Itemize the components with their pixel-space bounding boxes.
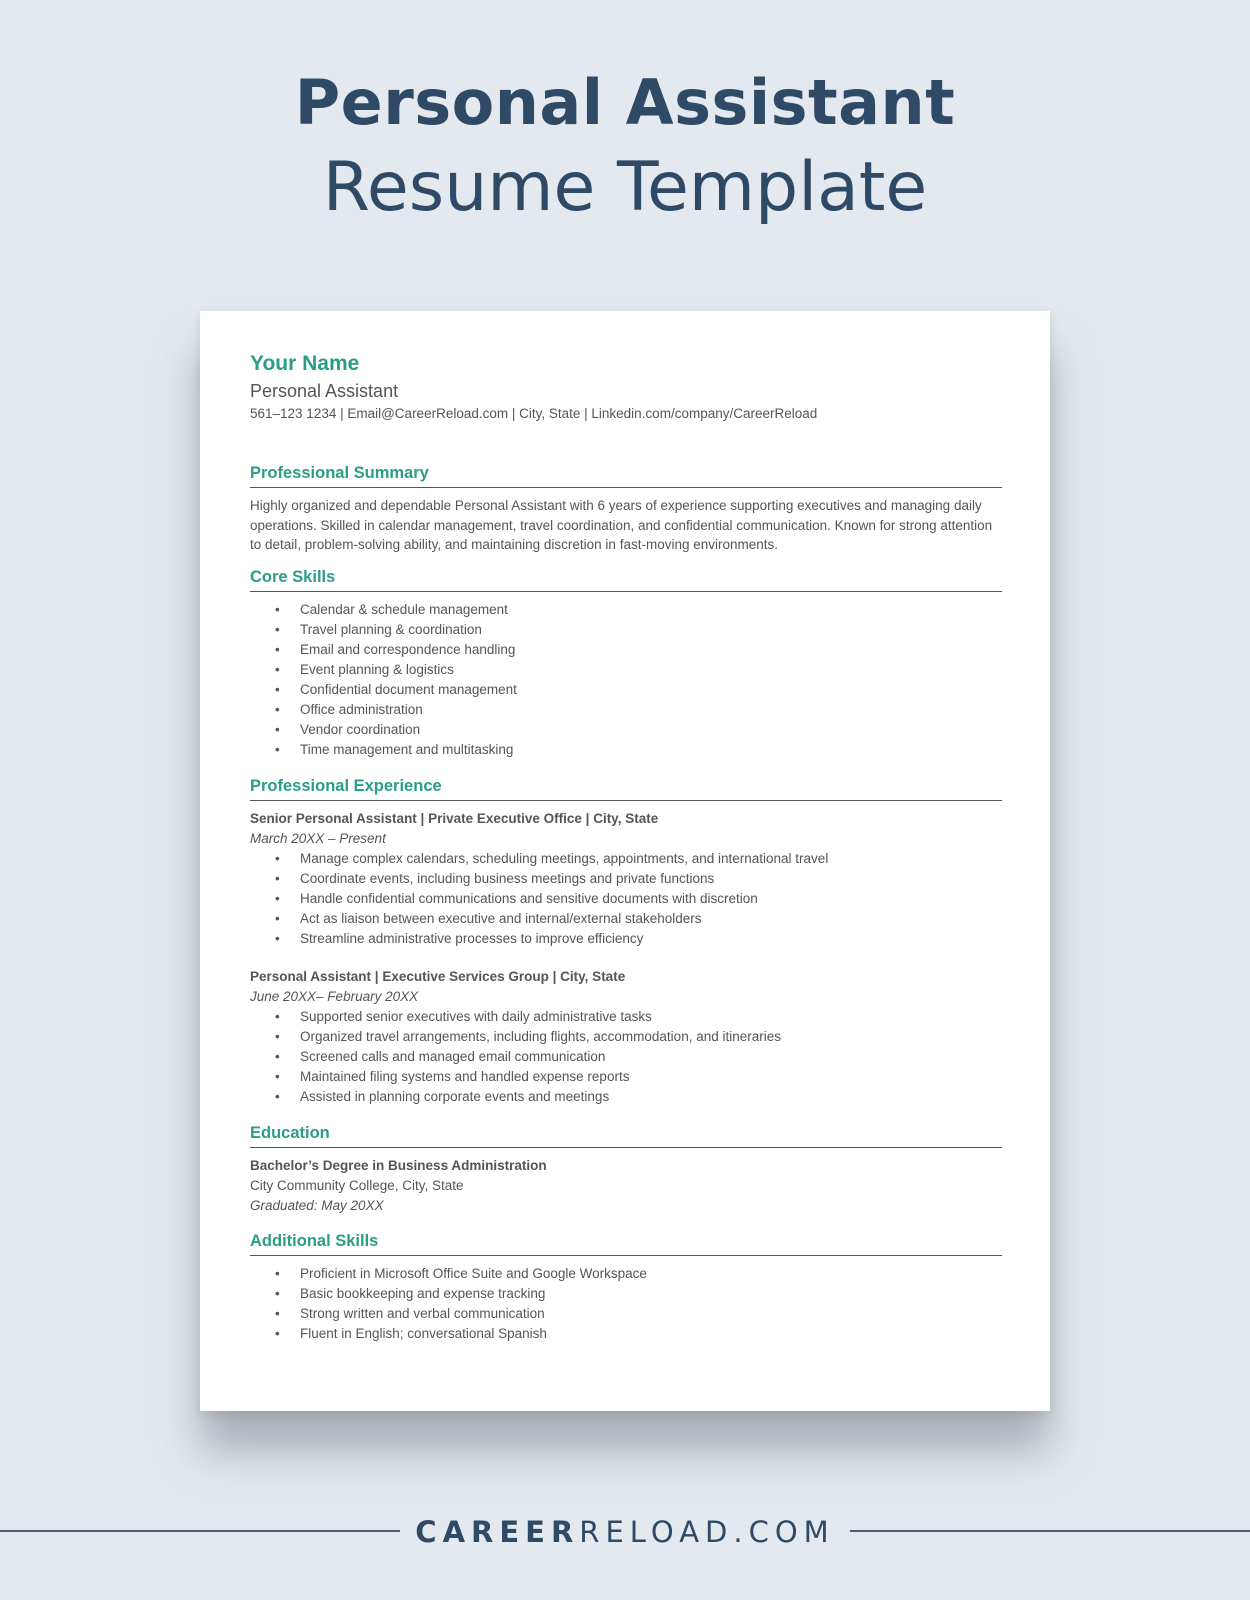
job-title: Senior Personal Assistant | Private Executive Office | City, State bbox=[250, 811, 659, 827]
footer-brand bbox=[0, 1512, 1250, 1552]
list-item: • Manage complex calendars, scheduling meetings, appointments, and international travel bbox=[300, 849, 1002, 869]
summary-text: Highly organized and dependable Personal Assistant with 6 years of experience supporting executives and managing daily operations. Skilled in calendar management, travel coordination, and confidential communication. Known for strong attention to detail, problem-solving ability, and maintaining discretion in fast-moving environments. bbox=[250, 498, 993, 552]
list-item: • Coordinate events, including business meetings and private functions bbox=[300, 869, 1002, 889]
degree: Bachelor’s Degree in Business Administration bbox=[250, 1158, 547, 1174]
list-item: • Organized travel arrangements, including flights, accommodation, and itineraries bbox=[300, 1027, 1002, 1047]
section-heading-summary: Professional Summary bbox=[250, 463, 1002, 488]
list-item: • Supported senior executives with daily administrative tasks bbox=[300, 1007, 1002, 1027]
resume-role: Personal Assistant bbox=[250, 381, 399, 401]
brand-light: RELOAD.COM bbox=[579, 1515, 835, 1549]
resume-page bbox=[200, 311, 1050, 1411]
brand-logo bbox=[0, 1512, 1250, 1552]
job-dates: March 20XX – Present bbox=[250, 831, 386, 847]
list-item: • Strong written and verbal communication bbox=[300, 1304, 1002, 1324]
job-bullets bbox=[250, 849, 1002, 949]
list-item: • Office administration bbox=[300, 700, 1002, 720]
list-item: • Assisted in planning corporate events and meetings bbox=[300, 1087, 1002, 1107]
additional-skills-list bbox=[250, 1264, 1002, 1344]
list-item: • Confidential document management bbox=[300, 680, 1002, 700]
list-item: • Travel planning & coordination bbox=[300, 620, 1002, 640]
page-subtitle: Resume Template bbox=[322, 148, 928, 227]
section-heading-experience: Professional Experience bbox=[250, 776, 1002, 801]
list-item: • Fluent in English; conversational Spanish bbox=[300, 1324, 1002, 1344]
job-dates: June 20XX– February 20XX bbox=[250, 989, 419, 1005]
list-item: • Streamline administrative processes to improve efficiency bbox=[300, 929, 1002, 949]
resume-contact: 561–123 1234 | Email@CareerReload.com | City, State | Linkedin.com/company/CareerReload bbox=[250, 406, 818, 421]
list-item: • Handle confidential communications and sensitive documents with discretion bbox=[300, 889, 1002, 909]
section-heading-skills: Core Skills bbox=[250, 567, 1002, 592]
list-item: • Maintained filing systems and handled expense reports bbox=[300, 1067, 1002, 1087]
list-item: • Screened calls and managed email communication bbox=[300, 1047, 1002, 1067]
school: City Community College, City, State bbox=[250, 1178, 464, 1194]
page-title: Personal Assistant bbox=[294, 66, 956, 139]
section-heading-additional-skills: Additional Skills bbox=[250, 1231, 1002, 1256]
list-item: • Vendor coordination bbox=[300, 720, 1002, 740]
list-item: • Calendar & schedule management bbox=[300, 600, 1002, 620]
job-bullets bbox=[250, 1007, 1002, 1107]
list-item: • Act as liaison between executive and internal/external stakeholders bbox=[300, 909, 1002, 929]
core-skills-list bbox=[250, 600, 1002, 761]
list-item: • Email and correspondence handling bbox=[300, 640, 1002, 660]
list-item: • Time management and multitasking bbox=[300, 740, 1002, 760]
job-title: Personal Assistant | Executive Services Group | City, State bbox=[250, 969, 626, 985]
list-item: • Basic bookkeeping and expense tracking bbox=[300, 1284, 1002, 1304]
list-item: • Proficient in Microsoft Office Suite and Google Workspace bbox=[300, 1264, 1002, 1284]
resume-name: Your Name bbox=[250, 352, 360, 375]
brand-bold: CAREER bbox=[415, 1515, 580, 1549]
graduation-date: Graduated: May 20XX bbox=[250, 1197, 384, 1213]
section-heading-education: Education bbox=[250, 1123, 1002, 1148]
list-item: • Event planning & logistics bbox=[300, 660, 1002, 680]
